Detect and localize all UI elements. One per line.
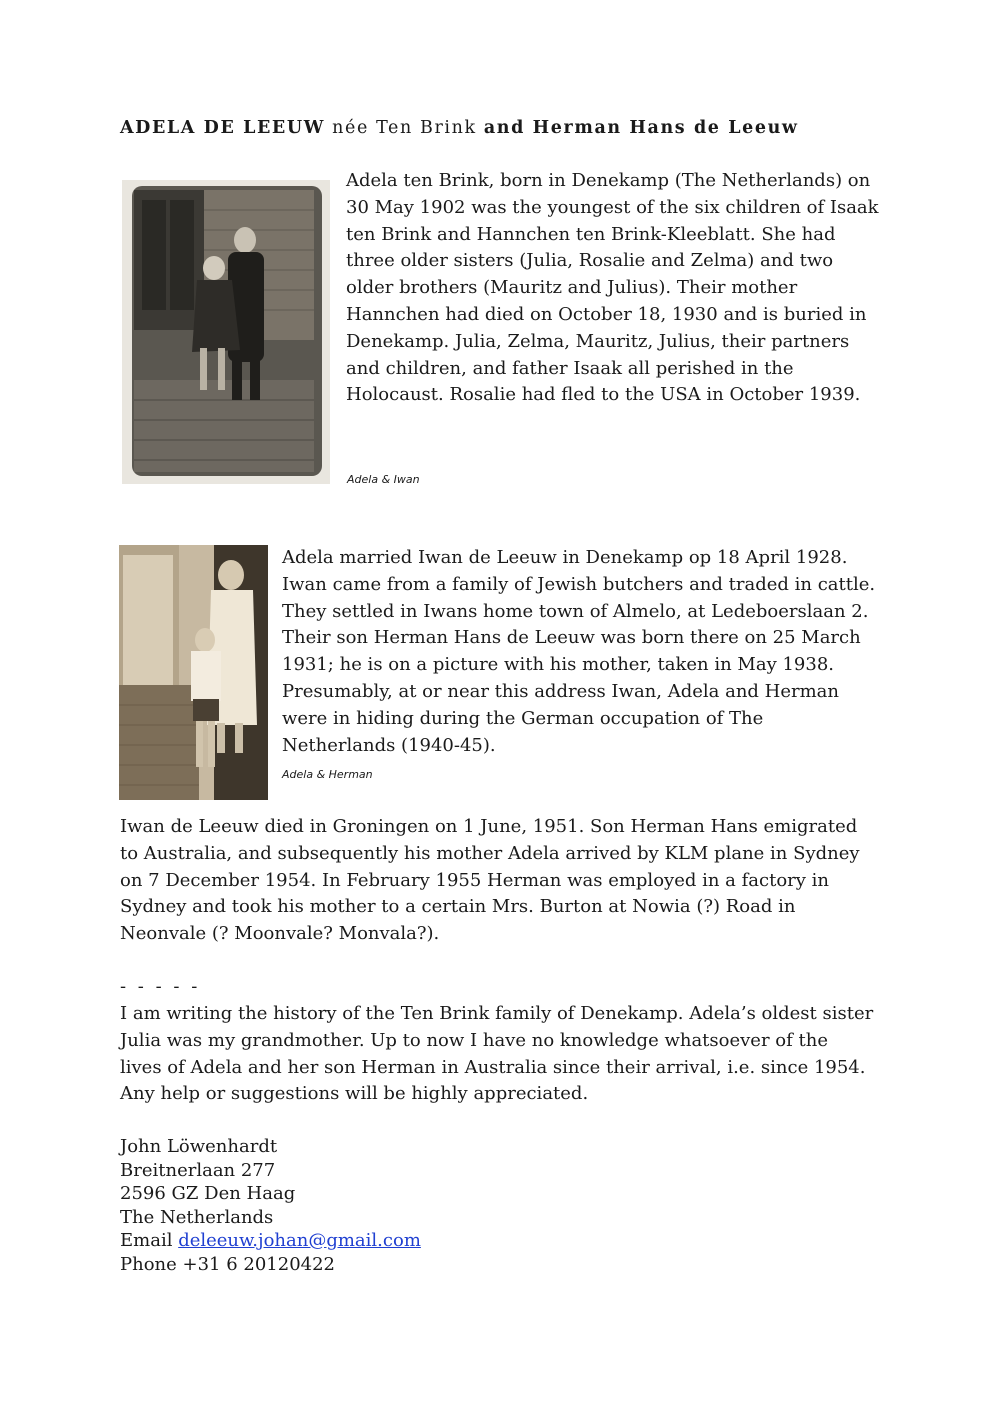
contact-name: John Löwenhardt (120, 1136, 278, 1157)
paragraph-emigration: Iwan de Leeuw died in Groningen on 1 June, 1951. Son Herman Hans emigrated to Australia, and subsequently his mother Adela arrived by KLM plane in Sydney on 7 December 1954. In February 1955 Herman was employed in a factory in Sydney and took his mother to a certain Mrs. Burton at Nowia (?) Road in Neonvale (? Moonvale? Monvala?). (120, 816, 860, 945)
caption-adela-herman: Adela & Herman (282, 768, 373, 781)
paragraph-marriage: Adela married Iwan de Leeuw in Denekamp op 18 April 1928. Iwan came from a family of Jewish butchers and traded in cattle. They settled in Iwans home town of Almelo, at Ledeboerslaan 2. Their son Herman Hans de Leeuw was born there on 25 March 1931; he is on a picture with his mother, taken in May 1938. Presumably, at or near this address Iwan, Adela and Herman were in hiding during the German occupation of The Netherlands (1940-45). (282, 547, 876, 756)
title-son: and Herman Hans de Leeuw (483, 118, 799, 138)
section-separator: - - - - - (120, 976, 201, 997)
contact-block (120, 1135, 421, 1276)
paragraph-intro: Adela ten Brink, born in Denekamp (The Netherlands) on 30 May 1902 was the youngest of the six children of Isaak ten Brink and Hannchen ten Brink-Kleeblatt. She had three older sisters (Julia, Rosalie and Zelma) and two older brothers (Mauritz and Julius). Their mother Hannchen had died on October 18, 1930 and is buried in Denekamp. Julia, Zelma, Mauritz, Julius, their partners and children, and father Isaak all perished in the Holocaust. Rosalie had fled to the USA in October 1939. (346, 170, 879, 406)
title-nee: née Ten Brink (324, 118, 484, 138)
photo-adela-iwan (122, 180, 330, 484)
contact-email-line (120, 1229, 421, 1253)
photo-adela-herman (119, 545, 268, 800)
contact-city: 2596 GZ Den Haag (120, 1183, 296, 1204)
caption-adela-iwan: Adela & Iwan (347, 473, 420, 486)
email-label: Email (120, 1230, 179, 1251)
paragraph-request: I am writing the history of the Ten Brink family of Denekamp. Adela’s oldest sister Julia was my grandmother. Up to now I have no knowledge whatsoever of the lives of Adela and her son Herman in Australia since their arrival, i.e. since 1954. Any help or suggestions will be highly appreciated. (120, 1003, 874, 1105)
title-name: ADELA DE LEEUW (120, 118, 325, 138)
contact-country: The Netherlands (120, 1206, 274, 1228)
page-title (120, 118, 799, 138)
contact-street: Breitnerlaan 277 (120, 1159, 276, 1181)
email-link[interactable]: deleeuw.johan@gmail.com (178, 1230, 421, 1251)
contact-phone: Phone +31 6 20120422 (120, 1253, 336, 1275)
